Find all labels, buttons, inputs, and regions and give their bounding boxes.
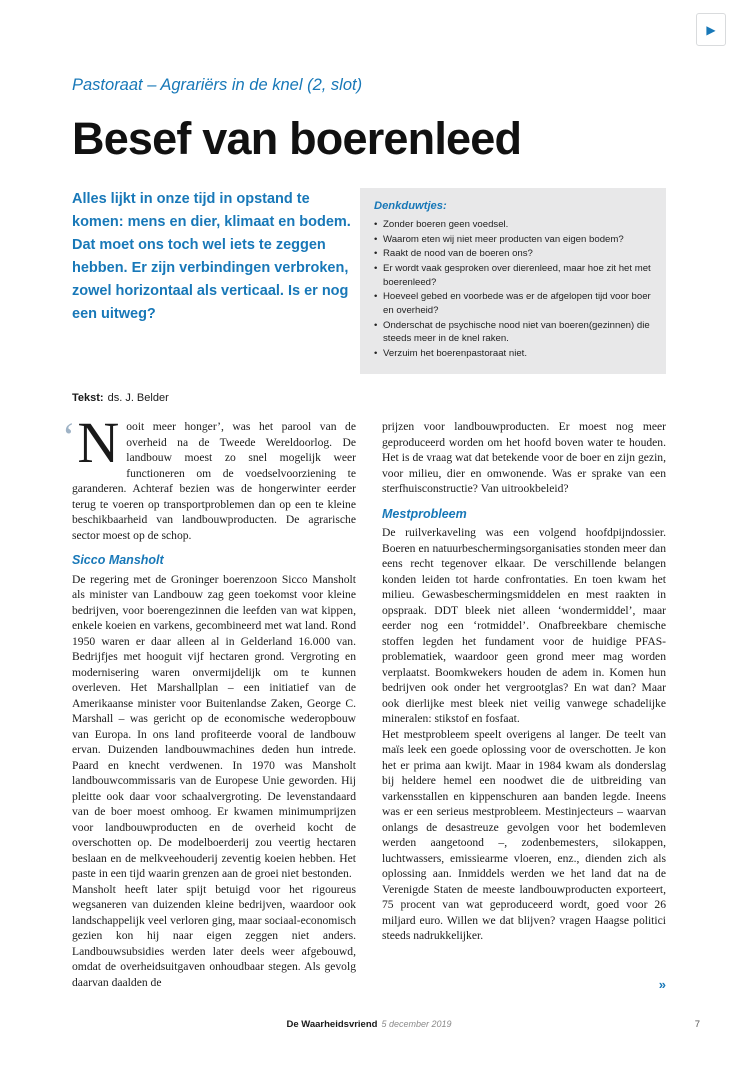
column-left (62, 410, 356, 990)
body-paragraph: Mansholt heeft later spijt betuigd voor het rigoureus wegsaneren van duizenden kleine bedrijven, waardoor ook landschappelijk veel verloren ging, maar sociaal-economisch gezien kon hij naar eigen zeggen niet anders. Landbouwsubsidies werden later deels weer afgebouwd, omdat de overheidsuitgaven onhoudbaar stegen. Als gevolg daarvan daalden de (72, 882, 356, 989)
magazine-name: De Waarheidsvriend (286, 1019, 378, 1030)
series-kicker: Pastoraat – Agrariërs in de knel (2, slot) (72, 76, 363, 94)
article-title: Besef van boerenleed (72, 113, 522, 164)
think-box-item: • Hoeveel gebed en voorbede was er de afgelopen tijd voor boer en overheid? (374, 290, 653, 317)
article-columns (62, 410, 666, 992)
opening-text: ooit meer honger’, was het parool van de overheid na de Tweede Wereldoorlog. De landbouw moest zo snel mogelijk weer functioneren om de voedselvoorziening te garanderen. Achteraf bezien was de hongerwinter eerder terug te voeren op transportproblemen dan op een te kleine beschikbaarheid van landbouwproducten. De agrarische sector moest op de schop. (72, 420, 356, 542)
think-box-item: • Raakt de nood van de boeren ons? (374, 247, 653, 261)
section-heading-sicco-mansholt: Sicco Mansholt (72, 553, 164, 568)
opening-quote-mark: ‘ (62, 414, 76, 460)
next-page-arrow-icon: ▶ (706, 22, 716, 37)
think-box-item: • Onderschat de psychische nood niet van boeren(gezinnen) die steeds meer in de knel raken. (374, 319, 653, 346)
think-box-item: • Zonder boeren geen voedsel. (374, 218, 653, 232)
continue-mark: » (658, 976, 666, 992)
think-box-title: Denkduwtjes: (374, 200, 447, 213)
think-box-item: • Waarom eten wij niet meer producten van eigen bodem? (374, 233, 653, 247)
issue-date: 5 december 2019 (381, 1019, 452, 1029)
section-heading-mestprobleem: Mestprobleem (382, 506, 467, 521)
body-paragraph: Het mestprobleem speelt overigens al langer. De teelt van maïs leek een goede oplossing voor de overschotten. Je kon het er prima aan kwijt. Maar in 1984 kwam als donderslag bij heldere hemel een noodwet die de uitbreiding van varkensstallen en kippenschuren aan banden legde. Ineens was er een serieus mestprobleem. Mestinjecteurs – waarvan onlangs de desastreuze gevolgen voor het bodemleven werden aangetoond –, zodenbemesters, silokappen, luchtwassers, emissiearme vloeren, enz., dienden zich als oplossing aan. Inmiddels werden we het land dat na de Verenigde Staten de meeste landbouwproducten exporteert, 75 procent van wat geproduceerd wordt, goed voor 26 miljard euro. Willen we dat blijven? vragen Haagse politici steeds nadrukkelijker. (382, 727, 666, 943)
opening-paragraph (62, 410, 356, 543)
column-right (382, 419, 666, 990)
byline-label: Tekst: (72, 392, 104, 405)
byline-name: ds. J. Belder (107, 392, 169, 405)
next-page-button[interactable] (696, 13, 726, 46)
footer-center (72, 1019, 666, 1030)
think-box (360, 188, 666, 374)
drop-cap-letter: N (77, 410, 120, 476)
page-number: 7 (694, 1019, 700, 1030)
body-paragraph: prijzen voor landbouwproducten. Er moest nog meer geproduceerd worden om het hoofd boven water te houden. Het is de vraag wat dat betekende voor de boer en zijn gezin, voor milieu, dier en omwonende. Was er sprake van een sterfhuisconstructie? Van uitrookbeleid? (382, 420, 666, 496)
body-paragraph: De regering met de Groninger boerenzoon Sicco Mansholt als minister van Landbouw zag geen toekomst voor kleine bedrijven, voor boerengezinnen die leefden van wat kippen, enkele koeien en varkens, gecombineerd met wat land. Rond 1950 waren er daar alleen al in Gelderland 16.000 van. Bedrijfjes met hooguit vijf hectaren grond. Vergroting en modernisering waren onvermijdelijk om te kunnen overleven. Het Marshallplan – een initiatief van de Amerikaanse minister voor Buitenlandse Zaken, George C. Marshall – was gericht op de economische wederopbouw van Europa. In ons land profiteerde vooral de landbouw ervan. Duizenden landbouwmachines deden hun intrede. Paard en knecht verdwenen. In 1970 was Mansholt landbouwcommissaris van de Europese Unie geworden. Hij pleitte ook daar voor schaalvergroting. De levenstandaard van de boer moest omhoog. Er kwamen minimumprijzen voor landbouwproducten en de overheid kocht de overschotten op. De modelboerderij zou veertig hectaren beslaan en de melkveehouderij zeventig koeien hebben. Het paste in een tijd waarin grenzen aan de groei niet bestonden. (72, 572, 356, 881)
think-box-item: • Er wordt vaak gesproken over dierenleed, maar hoe zit het met boerenleed? (374, 262, 653, 289)
page-footer (72, 1019, 700, 1030)
article-intro: Alles lijkt in onze tijd in opstand te komen: mens en dier, klimaat en bodem. Dat moet ons toch wel iets te zeggen hebben. Er zijn verbindingen verbroken, zowel horizontaal als verticaal. Is er nog een uitweg? (72, 191, 351, 322)
think-box-list (374, 218, 653, 360)
body-paragraph: De ruilverkaveling was een volgend hoofdpijndossier. Boeren en natuurbeschermingsorganisaties stonden meer dan eens recht tegenover elkaar. De verschillende belangen konden leiden tot harde confrontaties. En toen kwam het milieu. Gewasbeschermingsmiddelen en mest raakten in opspraak. DDT bleek niet alleen ‘wondermiddel’, maar eerder nog een ‘rotmiddel’. Onafbreekbare chemische stoffen legden het fundament voor de huidige PFAS-problematiek, waardoor geen grond meer mag worden verplaatst. Boomkwekers houden de adem in. Komen hun bedrijven ook onder het vergrootglas? En wat dan? Maar ook dierlijke mest bleek niet veilig vanwege schadelijke mineralen: stikstof en fosfaat. (382, 526, 666, 726)
intro-row (72, 188, 666, 374)
page-content (62, 0, 700, 1030)
drop-cap (62, 410, 120, 476)
think-box-item: • Verzuim het boerenpastoraat niet. (374, 347, 653, 361)
byline (72, 392, 666, 404)
